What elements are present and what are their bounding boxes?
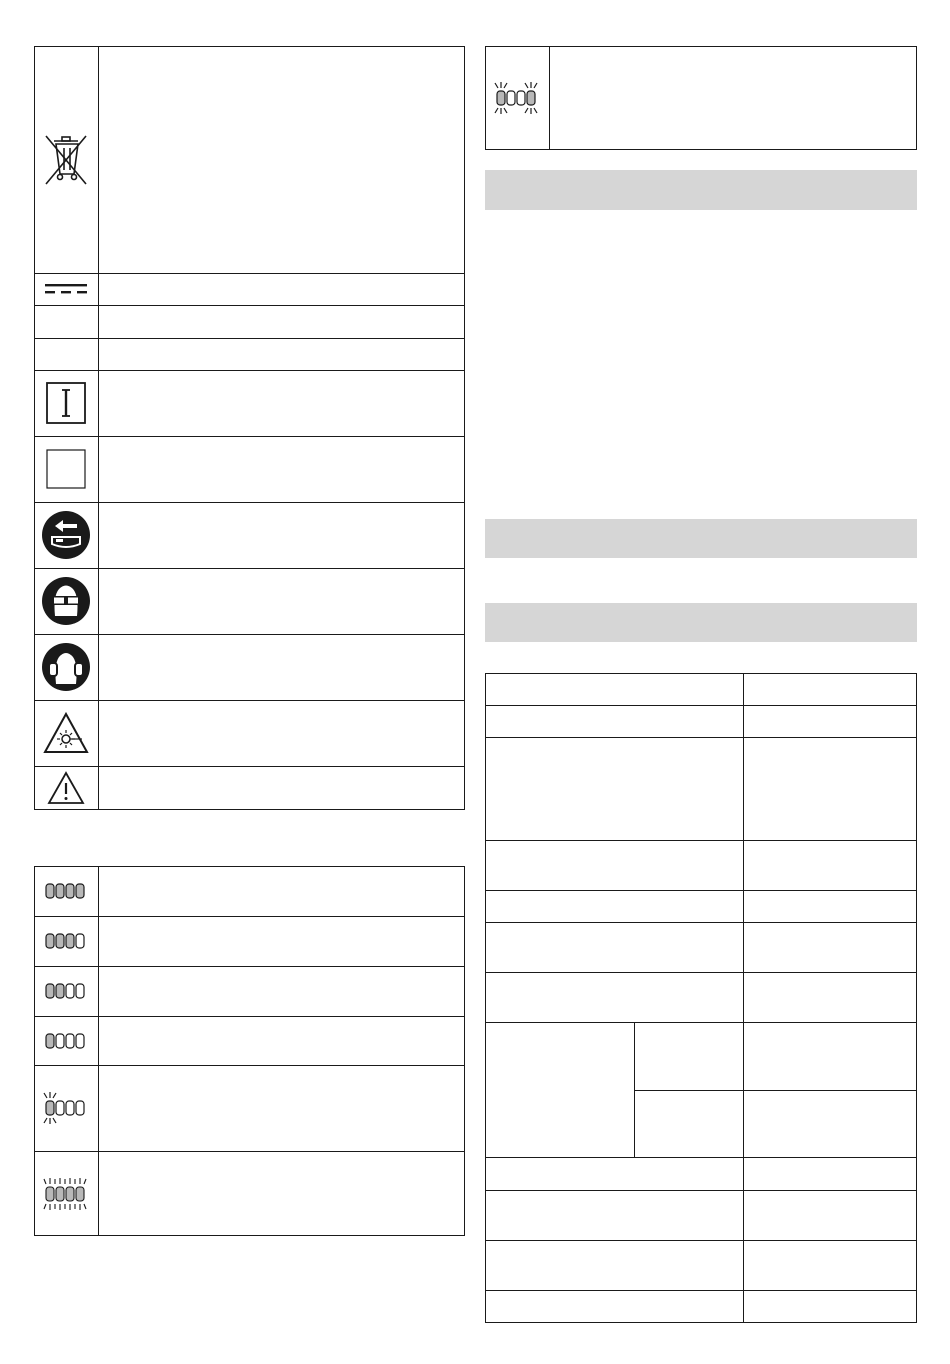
row-divider [34, 1016, 465, 1017]
row-divider [485, 1022, 917, 1023]
battery-table-divider [98, 866, 99, 1236]
row-divider [485, 1290, 917, 1291]
row-divider [485, 1240, 917, 1241]
row-divider [34, 966, 465, 967]
battery-outer-leds-blinking-icon [485, 46, 549, 150]
laser-radiation-warning-icon [34, 700, 98, 766]
row-divider [485, 922, 917, 923]
general-warning-icon [34, 766, 98, 810]
row-divider [34, 700, 465, 701]
row-divider [34, 634, 465, 635]
row-divider [34, 502, 465, 503]
row-divider [34, 305, 465, 306]
battery-level-4-icon [34, 866, 98, 916]
row-divider [485, 840, 917, 841]
row-divider [34, 916, 465, 917]
weee-crossed-bin-icon [34, 46, 98, 273]
row-divider [34, 436, 465, 437]
battery-level-3-icon [34, 916, 98, 966]
battery-level-2-icon [34, 966, 98, 1016]
row-divider [485, 1190, 917, 1191]
direct-current-icon [34, 273, 98, 305]
section-heading-bar [485, 519, 917, 558]
row-divider [34, 1151, 465, 1152]
row-divider [485, 737, 917, 738]
remove-battery-icon [34, 502, 98, 568]
battery-all-blinking-icon [34, 1151, 98, 1236]
power-on-switch-icon [34, 370, 98, 436]
wear-ear-protection-icon [34, 634, 98, 700]
section-heading-bar [485, 170, 917, 210]
row-divider [485, 972, 917, 973]
battery-level-1-icon [34, 1016, 98, 1065]
row-divider [34, 370, 465, 371]
battery-extra-divider [549, 46, 550, 150]
row-divider [485, 705, 917, 706]
row-divider [34, 568, 465, 569]
symbol-table-divider [98, 46, 99, 810]
power-off-switch-icon [34, 436, 98, 502]
battery-level-1-blinking-icon [34, 1065, 98, 1151]
section-heading-bar [485, 603, 917, 642]
spec-table [485, 673, 917, 1323]
row-divider [34, 338, 465, 339]
row-divider [634, 1090, 917, 1091]
row-divider [34, 1065, 465, 1066]
row-divider [34, 766, 465, 767]
row-divider [485, 1157, 917, 1158]
row-divider [485, 890, 917, 891]
row-divider [34, 273, 465, 274]
spec-table-value-divider [743, 673, 744, 1323]
wear-safety-goggles-icon [34, 568, 98, 634]
